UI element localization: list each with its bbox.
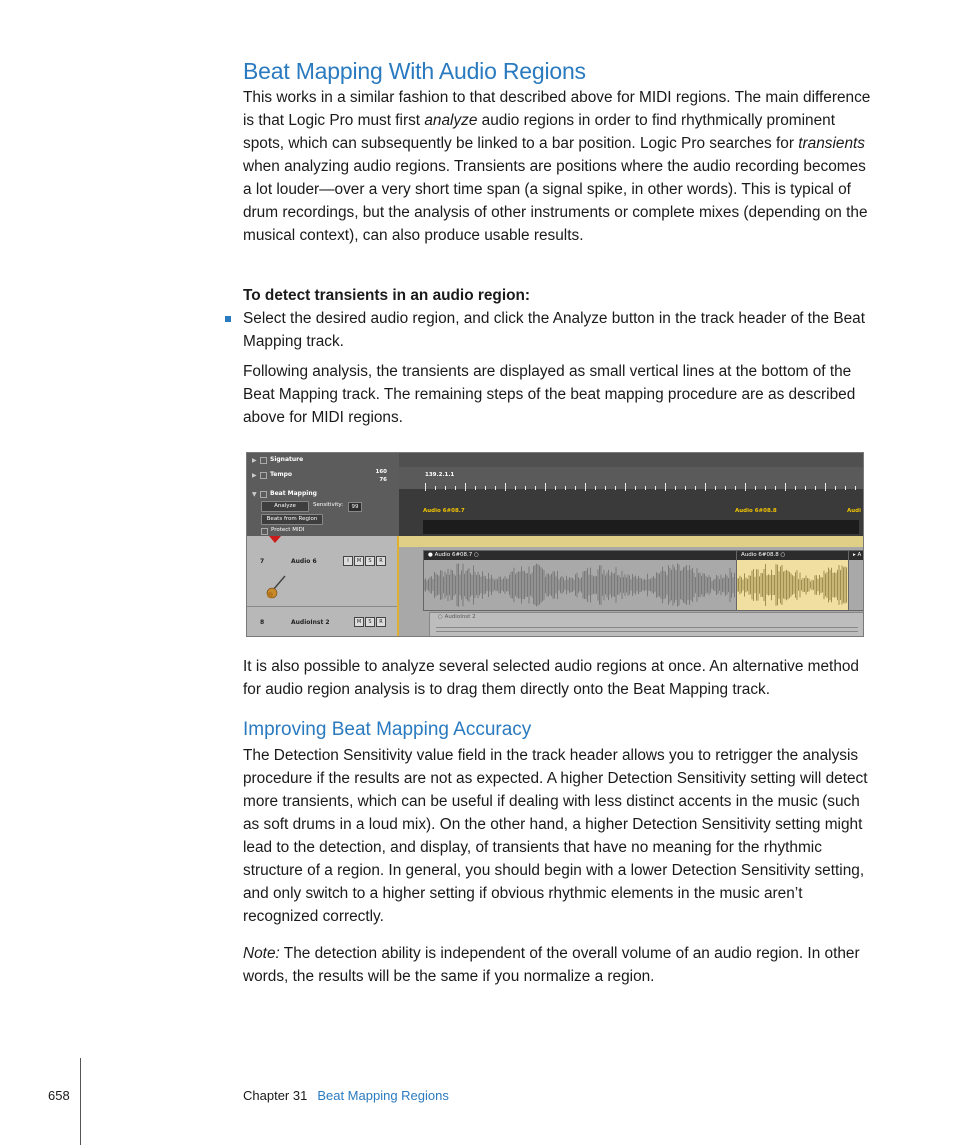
track-headers [247, 536, 399, 636]
sensitivity-label: Sensitivity: [313, 502, 344, 508]
ruler-tick [695, 486, 696, 490]
ruler-tick [515, 486, 516, 490]
waveform [424, 561, 736, 609]
region-label-a: Audio 6#08.7 [423, 508, 465, 514]
region-header: ○ AudioInst 2 [438, 614, 476, 620]
footer-rule [80, 1058, 81, 1145]
task-heading: To detect transients in an audio region: [243, 287, 531, 304]
ruler-tick [545, 483, 546, 491]
signature-track[interactable] [247, 453, 399, 468]
ruler-tick [845, 486, 846, 490]
ruler-tick [615, 486, 616, 490]
ruler-tick [595, 486, 596, 490]
region-name: AudioInst 2 [444, 614, 476, 620]
ruler-tick [455, 486, 456, 490]
global-track-headers [247, 453, 399, 536]
ruler-tick [445, 486, 446, 490]
ruler-tick [555, 486, 556, 490]
page-number: 658 [48, 1088, 70, 1103]
ruler-tick [605, 486, 606, 490]
ruler-tick [675, 486, 676, 490]
note-paragraph [243, 942, 875, 988]
ruler-tick [815, 486, 816, 490]
ruler-tick [855, 486, 856, 490]
intro-text-1: This works in a similar fashion to that described above for MIDI regions. The main difference is that Logic Pro must first [243, 89, 871, 129]
transient-waveform-strip [423, 520, 859, 534]
logic-pro-screenshot [246, 452, 864, 637]
ruler-tick [655, 486, 656, 490]
disclosure-triangle-icon[interactable]: ▼ [252, 491, 257, 498]
bass-guitar-icon [265, 574, 287, 600]
audio-region-b[interactable] [736, 550, 849, 611]
disclosure-triangle-icon[interactable]: ▶ [252, 472, 257, 479]
note-line [436, 631, 858, 632]
after-figure-paragraph: It is also possible to analyze several selected audio regions at once. An alternative method for audio region analysis is to drag them directly onto the Beat Mapping track. [243, 658, 859, 698]
ruler-tick [495, 486, 496, 490]
region-header: Audio 6#08.8 ○ [737, 551, 848, 560]
track-name: Audio 6 [291, 558, 317, 565]
region-name: Audio 6#08.7 [434, 552, 473, 558]
chapter-label: Chapter 31 [243, 1088, 308, 1103]
waveform [737, 561, 848, 609]
footer-chapter [243, 1088, 449, 1103]
midi-region[interactable] [429, 612, 864, 637]
sensitivity-field[interactable]: 99 [348, 502, 362, 512]
solo-button[interactable]: S [365, 556, 375, 566]
ruler-tick [425, 483, 426, 491]
ruler-tick [805, 486, 806, 490]
ruler-tick [725, 486, 726, 490]
ruler-tick [575, 486, 576, 490]
bullet-step: Select the desired audio region, and click the Analyze button in the track header of the Beat Mapping track. [243, 310, 866, 350]
beats-from-region-button[interactable]: Beats from Region [261, 514, 323, 525]
section-title: Beat Mapping With Audio Regions [243, 58, 586, 84]
record-button[interactable]: R [376, 617, 386, 627]
tempo-label: Tempo [270, 471, 293, 478]
signature-label: Signature [270, 456, 304, 463]
tempo-max: 160 [375, 469, 387, 475]
following-paragraph: Following analysis, the transients are displayed as small vertical lines at the bottom of the Beat Mapping track. The remaining steps of the beat mapping procedure are as described above for MIDI regions. [243, 363, 856, 426]
ruler-tick [435, 486, 436, 490]
waveform-path [424, 563, 735, 606]
ruler-tick [625, 483, 626, 491]
track-divider [247, 606, 399, 607]
mute-button[interactable]: M [354, 617, 364, 627]
track-name: AudioInst 2 [291, 619, 330, 626]
input-monitor-button[interactable]: I [343, 556, 353, 566]
checkbox-icon[interactable] [260, 472, 267, 479]
ruler-tick [685, 486, 686, 490]
intro-paragraph [243, 86, 875, 247]
audio-region-c[interactable] [848, 550, 864, 611]
ruler-tick [505, 483, 506, 491]
ruler-tick [475, 486, 476, 490]
region-label-b: Audio 6#08.8 [735, 508, 777, 514]
ruler-tick [485, 486, 486, 490]
red-marker-icon [269, 536, 281, 543]
ruler-tick [715, 486, 716, 490]
beat-mapping-label: Beat Mapping [270, 490, 317, 497]
bar-ruler[interactable] [399, 467, 863, 489]
ruler-tick [665, 483, 666, 491]
chapter-title: Beat Mapping Regions [317, 1088, 449, 1103]
track-number: 7 [260, 558, 265, 565]
region-name: A [857, 552, 862, 558]
ruler-tick [465, 483, 466, 491]
intro-text-2: audio regions in order to find rhythmically prominent spots, which can subsequently be linked to a bar position. Logic Pro searches for [243, 112, 835, 152]
subsection-title: Improving Beat Mapping Accuracy [243, 719, 532, 740]
mute-button[interactable]: M [354, 556, 364, 566]
intro-italic-analyze: analyze [424, 112, 478, 129]
ruler-tick [525, 486, 526, 490]
disclosure-triangle-icon[interactable]: ▶ [252, 457, 257, 464]
cycle-strip[interactable] [399, 536, 863, 547]
checkbox-icon[interactable] [260, 491, 267, 498]
tempo-min: 76 [379, 477, 387, 483]
tempo-track[interactable] [247, 468, 399, 483]
note-label: Note: [243, 945, 280, 962]
ruler-tick [745, 483, 746, 491]
ruler-tick [735, 486, 736, 490]
accuracy-paragraph: The Detection Sensitivity value field in the track header allows you to retrigger the analysis procedure if the results are not as expected. A higher Detection Sensitivity setting will detect more transients, which can be useful if dealing with less distinct accents in the music (such as soft drums in a loud mix). On the other hand, a higher Detection Sensitivity setting might lead to the detection, and display, of transients that have no meaning for the rhythmic structure of a region. In general, you should begin with a lower Detection Sensitivity setting, and only switch to a higher setting if obvious rhythmic elements in the music aren’t recognized correctly. [243, 747, 868, 925]
protect-midi-label: Protect MIDI [271, 527, 305, 533]
intro-italic-transients: transients [798, 135, 865, 152]
global-tracks-area [399, 453, 863, 536]
ruler-tick [635, 486, 636, 490]
ruler-tick [785, 483, 786, 491]
waveform-path [737, 564, 847, 606]
region-name: Audio 6#08.8 [741, 552, 779, 558]
region-header: ● Audio 6#08.7 ○ [424, 551, 736, 560]
record-button[interactable]: R [376, 556, 386, 566]
bullet-marker [225, 316, 231, 322]
arrange-tracks-area [399, 536, 863, 636]
ruler-tick [565, 486, 566, 490]
region-header: ▸ A [849, 551, 864, 560]
beat-mapping-track[interactable] [247, 487, 399, 502]
ruler-tick [585, 483, 586, 491]
position-readout: 139.2.1.1 [425, 472, 455, 478]
protect-midi-checkbox[interactable] [261, 528, 268, 535]
intro-text-3: when analyzing audio regions. Transients are positions where the audio recording becomes a lot louder—over a very short time span (a signal spike, in other words). This is typical of drum recordings, but the analysis of other instruments or complete mixes (depending on the musical context), can also produce usable results. [243, 158, 868, 244]
ruler-tick [795, 486, 796, 490]
ruler-tick [835, 486, 836, 490]
ruler-tick [765, 486, 766, 490]
ruler-tick [705, 483, 706, 491]
ruler-tick [755, 486, 756, 490]
note-line [436, 627, 858, 628]
audio-region-a[interactable] [423, 550, 737, 611]
ruler-tick [825, 483, 826, 491]
solo-button[interactable]: S [365, 617, 375, 627]
track-number: 8 [260, 619, 265, 626]
ruler-tick [645, 486, 646, 490]
ruler-tick [775, 486, 776, 490]
region-label-c: Audi [847, 508, 861, 514]
checkbox-icon[interactable] [260, 457, 267, 464]
ruler-tick [535, 486, 536, 490]
note-text: The detection ability is independent of the overall volume of an audio region. In other words, the results will be the same if you normalize a region. [243, 945, 860, 985]
analyze-button[interactable]: Analyze [261, 501, 309, 512]
